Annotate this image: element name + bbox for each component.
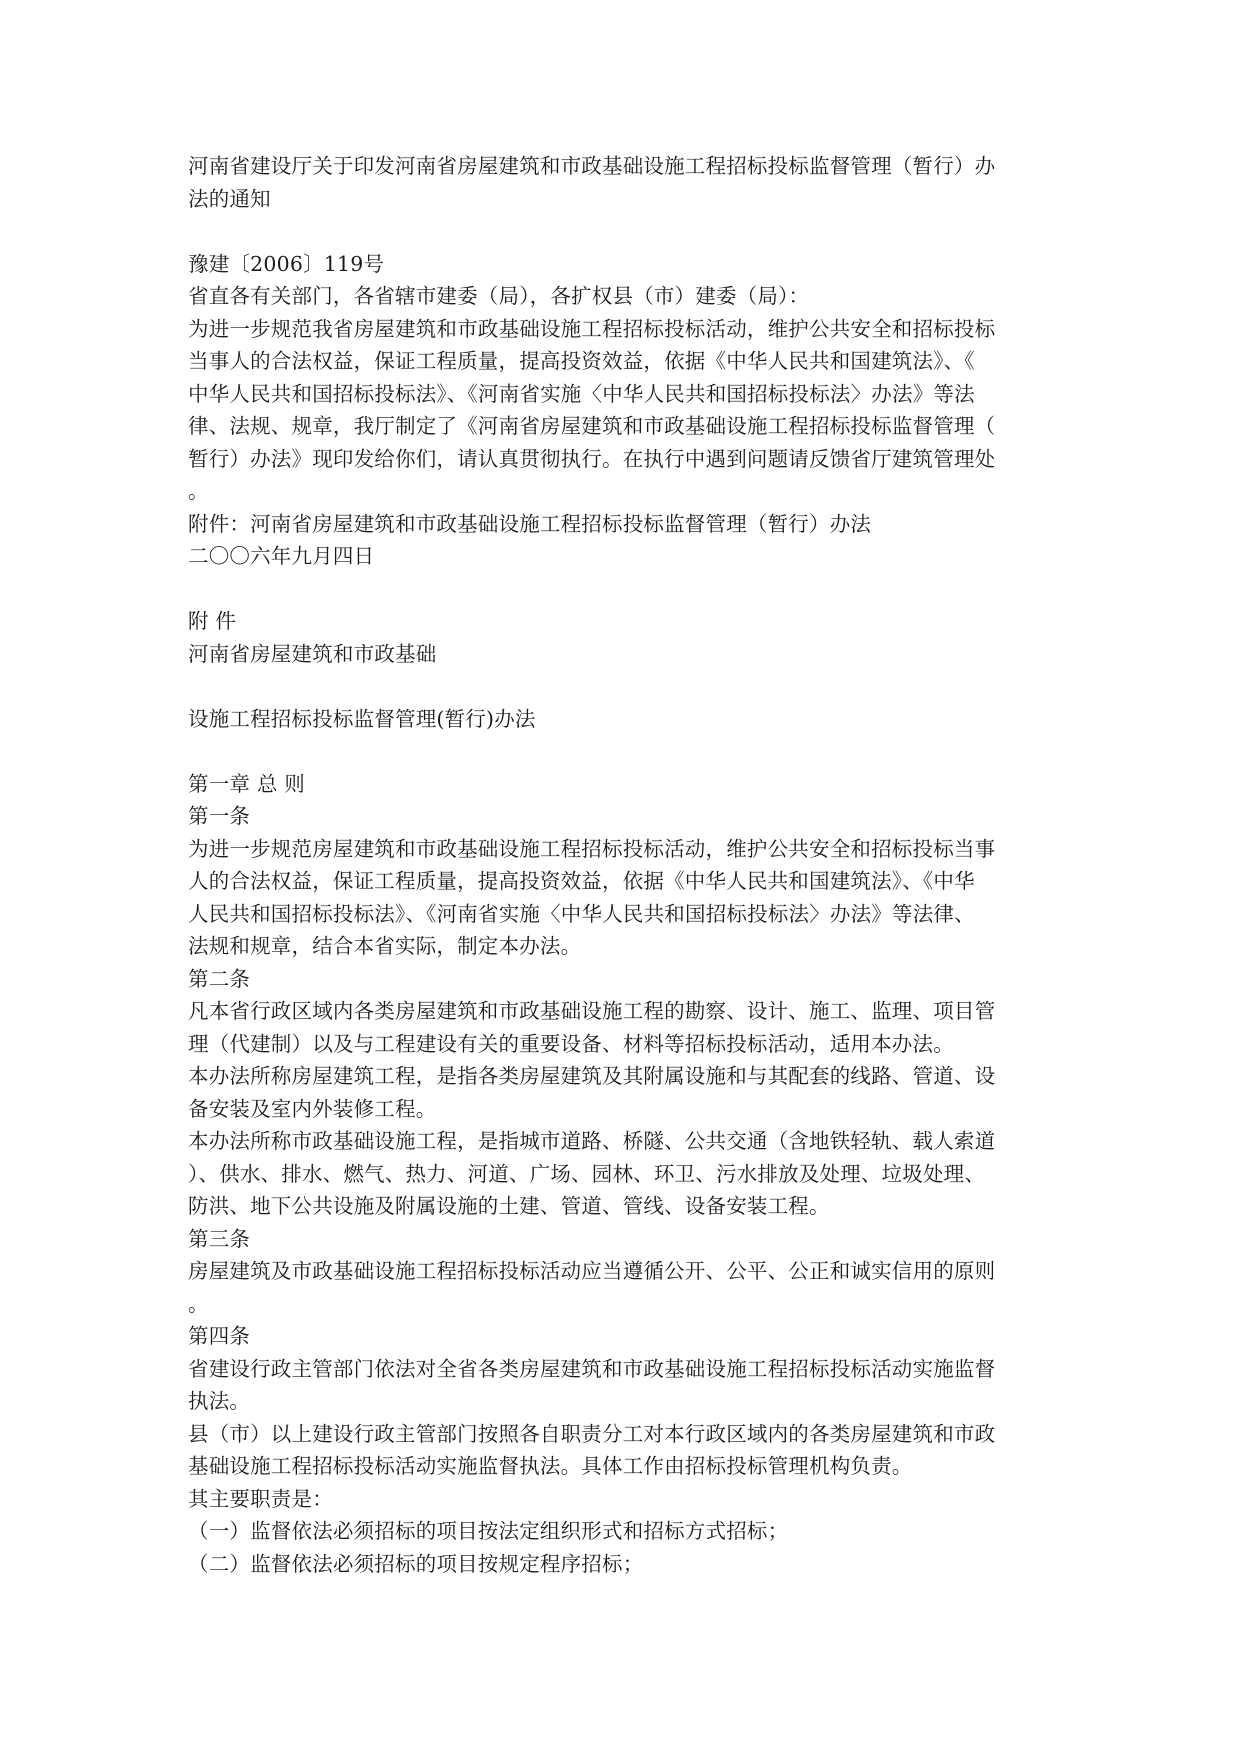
notice-body-line-6: 。 — [188, 479, 209, 503]
article-3-line-2: 。 — [188, 1291, 209, 1316]
document-title-line-2: 法的通知 — [188, 186, 271, 211]
article-4-line-3: 县（市）以上建设行政主管部门按照各自职责分工对本行政区域内的各类房屋建筑和市政 — [188, 1421, 996, 1446]
article-4-heading: 第四条 — [188, 1324, 251, 1348]
blank-line — [188, 735, 1056, 768]
article-1-line-1: 为进一步规范房屋建筑和市政基础设施工程招标投标活动，维护公共安全和招标投标当事 — [188, 836, 996, 861]
attachment-note: 附件：河南省房屋建筑和市政基础设施工程招标投标监督管理（暂行）办法 — [188, 511, 872, 536]
article-4-line-5: 其主要职责是： — [188, 1486, 333, 1511]
article-2-line-3: 本办法所称房屋建筑工程，是指各类房屋建筑及其附属设施和与其配套的线路、管道、设 — [188, 1064, 996, 1088]
blank-line — [188, 215, 1056, 248]
appendix-title-line-1: 河南省房屋建筑和市政基础 — [188, 641, 437, 666]
article-2-line-1: 凡本省行政区域内各类房屋建筑和市政基础设施工程的勘察、设计、施工、监理、项目管 — [188, 999, 996, 1023]
article-1-heading: 第一条 — [188, 804, 251, 828]
article-4-line-4: 基础设施工程招标投标活动实施监督执法。具体工作由招标投标管理机构负责。 — [188, 1454, 913, 1478]
blank-line — [188, 670, 1056, 703]
article-1-line-4: 法规和规章，结合本省实际，制定本办法。 — [188, 934, 582, 958]
document-page — [188, 150, 1056, 1580]
article-2-line-2: 理（代建制）以及与工程建设有关的重要设备、材料等招标投标活动，适用本办法。 — [188, 1031, 954, 1056]
article-2-line-6: ）、供水、排水、燃气、热力、河道、广场、园林、环卫、污水排放及处理、垃圾处理、 — [188, 1161, 986, 1186]
article-3-heading: 第三条 — [188, 1226, 251, 1251]
notice-body-line-3: 中华人民共和国招标投标法》、《河南省实施〈中华人民共和国招标投标法〉办法》等法 — [188, 381, 975, 406]
notice-body-line-4: 律、法规、规章，我厅制定了《河南省房屋建筑和市政基础设施工程招标投标监督管理（ — [188, 414, 996, 438]
article-4-line-7: （二）监督依法必须招标的项目按规定程序招标； — [188, 1551, 644, 1576]
addressee: 省直各有关部门，各省辖市建委（局），各扩权县（市）建委（局）： — [188, 284, 810, 308]
document-title-line-1: 河南省建设厅关于印发河南省房屋建筑和市政基础设施工程招标投标监督管理（暂行）办 — [188, 154, 996, 178]
issue-date: 二〇〇六年九月四日 — [188, 544, 375, 568]
article-4-line-1: 省建设行政主管部门依法对全省各类房屋建筑和市政基础设施工程招标投标活动实施监督 — [188, 1356, 996, 1381]
article-4-line-2: 执法。 — [188, 1389, 251, 1413]
article-2-line-5: 本办法所称市政基础设施工程，是指城市道路、桥隧、公共交通（含地铁轻轨、载人索道 — [188, 1129, 996, 1153]
notice-body-line-1: 为进一步规范我省房屋建筑和市政基础设施工程招标投标活动，维护公共安全和招标投标 — [188, 316, 996, 341]
article-4-line-6: （一）监督依法必须招标的项目按法定组织形式和招标方式招标； — [188, 1519, 789, 1543]
article-2-heading: 第二条 — [188, 966, 251, 991]
blank-line — [188, 573, 1056, 606]
notice-body-line-2: 当事人的合法权益，保证工程质量，提高投资效益，依据《中华人民共和国建筑法》、《 — [188, 349, 975, 373]
appendix-title-line-2: 设施工程招标投标监督管理(暂行)办法 — [188, 706, 536, 731]
article-3-line-1: 房屋建筑及市政基础设施工程招标投标活动应当遵循公开、公平、公正和诚实信用的原则 — [188, 1259, 996, 1283]
document-number: 豫建〔2006〕119号 — [188, 251, 385, 276]
article-1-line-3: 人民共和国招标投标法》、《河南省实施〈中华人民共和国招标投标法〉办法》等法律、 — [188, 901, 975, 926]
article-1-line-2: 人的合法权益，保证工程质量，提高投资效益，依据《中华人民共和国建筑法》、《中华 — [188, 869, 975, 893]
notice-body-line-5: 暂行）办法》现印发给你们，请认真贯彻执行。在执行中遇到问题请反馈省厅建筑管理处 — [188, 446, 996, 471]
chapter-heading: 第一章 总 则 — [188, 771, 305, 796]
article-2-line-7: 防洪、地下公共设施及附属设施的土建、管道、管线、设备安装工程。 — [188, 1194, 830, 1218]
appendix-label: 附 件 — [188, 609, 237, 633]
article-2-line-4: 备安装及室内外装修工程。 — [188, 1096, 437, 1121]
